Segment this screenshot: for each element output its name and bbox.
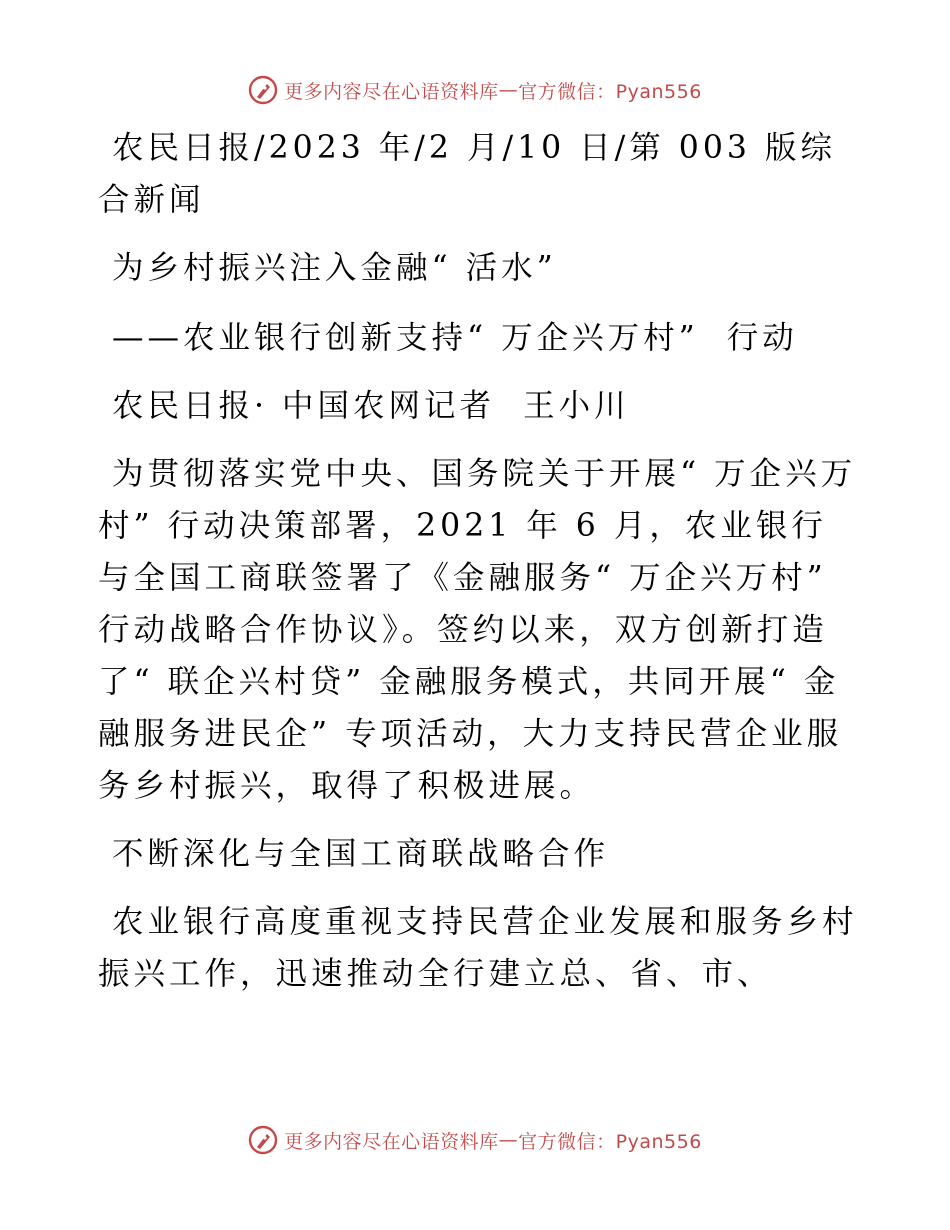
paragraph: 为贯彻落实党中央、国务院关于开展“ 万企兴万村” 行动决策部署，2021 年 6 月，农业银行与全国工商联签署了《金融服务“ 万企兴万村” 行动战略合作协议》。签约以来，双方创新打造了“ 联企兴村贷” 金融服务模式，共同开展“ 金融服务进民企” 专项活动，大力支持民营企业服务乡村振兴，取得了积极进展。 <box>98 456 857 804</box>
byline: 农民日报· 中国农网记者 王小川 <box>98 388 630 424</box>
article-body <box>98 122 858 1016</box>
banner-dash: — <box>498 1129 519 1151</box>
header-banner <box>0 70 950 110</box>
article-subtitle: ——农业银行创新支持“ 万企兴万村” 行动 <box>98 320 798 356</box>
article-title: 为乡村振兴注入金融“ 活水” <box>98 250 557 286</box>
banner-wechat-text: 官方微信：Pyan556 <box>518 1130 702 1153</box>
banner-wechat-text: 官方微信：Pyan556 <box>518 80 702 103</box>
pen-nib-logo-icon <box>248 75 278 105</box>
banner-site-text: 更多内容尽在心语资料库 <box>284 1130 499 1153</box>
section-heading: 不断深化与全国工商联战略合作 <box>98 836 610 872</box>
pen-nib-logo-icon <box>248 1125 278 1155</box>
footer-banner <box>0 1120 950 1160</box>
banner-dash: — <box>498 79 519 101</box>
paragraph: 农业银行高度重视支持民营企业发展和服务乡村振兴工作，迅速推动全行建立总、省、市、 <box>98 904 858 992</box>
banner-site-text: 更多内容尽在心语资料库 <box>284 80 499 103</box>
source-line: 农民日报/2023 年/2 月/10 日/第 003 版综合新闻 <box>98 130 836 218</box>
